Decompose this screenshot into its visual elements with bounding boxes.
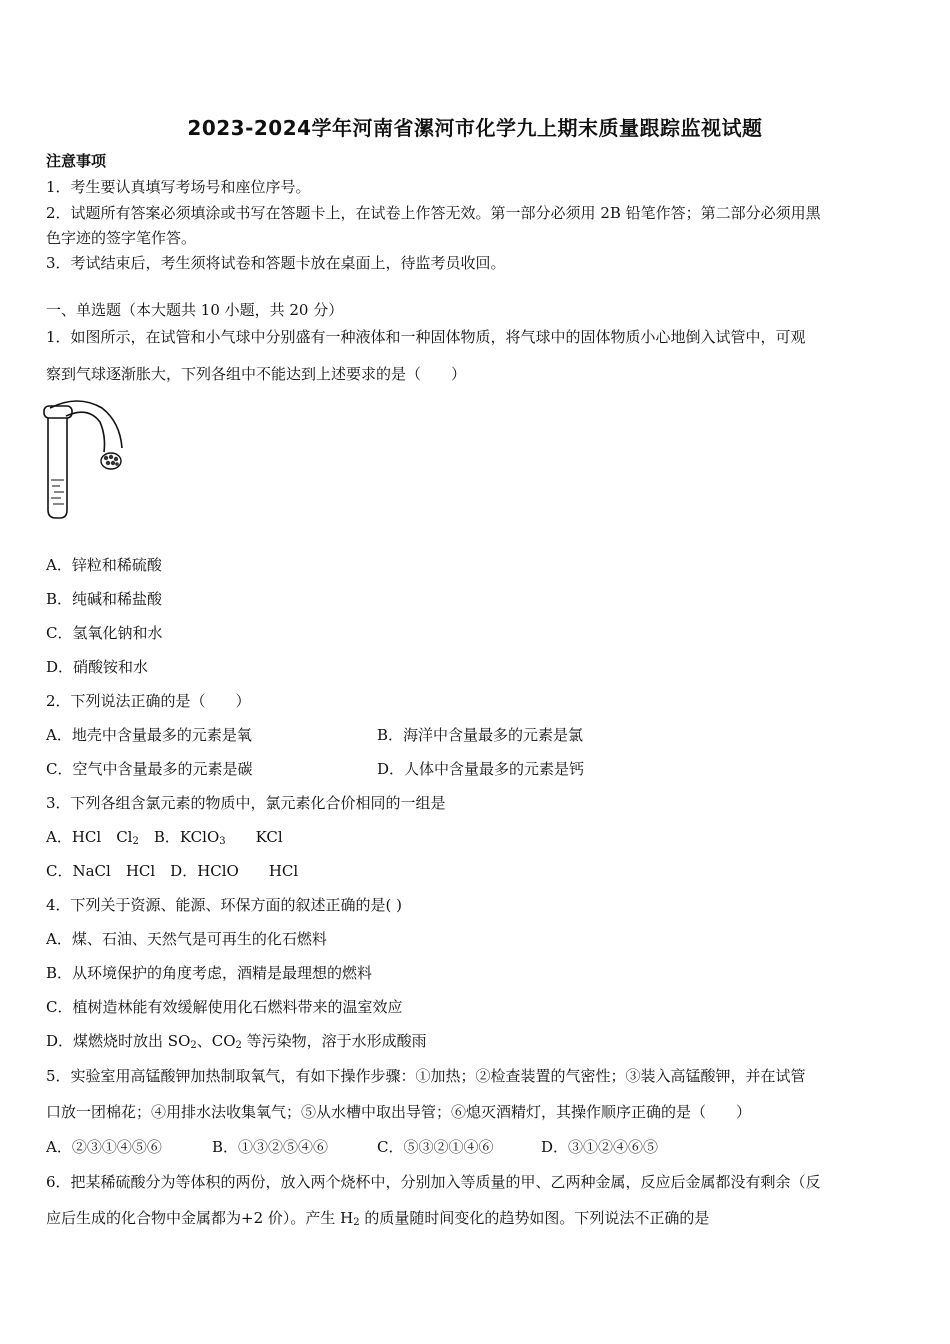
question-5-option-d: D．③①②④⑥⑤ bbox=[541, 1138, 659, 1156]
option-text: 等污染物，溶于水形成酸雨 bbox=[241, 1032, 427, 1050]
stem-text: 的质量随时间变化的趋势如图。下列说法不正确的是 bbox=[359, 1209, 710, 1227]
notice-item: 2．试题所有答案必须填涂或书写在答题卡上，在试卷上作答无效。第一部分必须用 2B 铅笔作答；第二部分必须用黑 bbox=[46, 204, 821, 222]
formula-text: B．KClO bbox=[138, 828, 220, 846]
question-2-option-a: A．地壳中含量最多的元素是氧 bbox=[46, 726, 252, 744]
option-text: 、CO bbox=[196, 1032, 236, 1050]
question-3-stem: 3．下列各组含氯元素的物质中，氯元素化合价相同的一组是 bbox=[46, 794, 446, 812]
page-title: 2023-2024学年河南省漯河市化学九上期末质量跟踪监视试题 bbox=[187, 116, 763, 140]
subscript: 3 bbox=[219, 836, 226, 847]
question-2-option-d: D．人体中含量最多的元素是钙 bbox=[377, 760, 585, 778]
question-6-stem bbox=[46, 1208, 709, 1228]
question-2-option-c: C．空气中含量最多的元素是碳 bbox=[46, 760, 253, 778]
question-6-stem: 6．把某稀硫酸分为等体积的两份，放入两个烧杯中，分别加入等质量的甲、乙两种金属，反应后金属都没有剩余（反 bbox=[46, 1173, 821, 1191]
question-4-option-a: A．煤、石油、天然气是可再生的化石燃料 bbox=[46, 930, 327, 948]
question-5-stem: 口放一团棉花；④用排水法收集氧气；⑤从水槽中取出导管；⑥熄灭酒精灯，其操作顺序正确的是（ ） bbox=[46, 1103, 752, 1121]
question-1-option-c: C．氢氧化钠和水 bbox=[46, 624, 163, 642]
question-4-option-c: C．植树造林能有效缓解使用化石燃料带来的温室效应 bbox=[46, 998, 403, 1016]
question-1-option-b: B．纯碱和稀盐酸 bbox=[46, 590, 163, 608]
formula-text: KCl bbox=[225, 828, 283, 846]
question-5-option-b: B．①③②⑤④⑥ bbox=[212, 1138, 329, 1156]
subscript: 2 bbox=[353, 1217, 360, 1228]
stem-text: 应后生成的化合物中金属都为+2 价）。产生 H bbox=[46, 1209, 354, 1227]
notice-heading: 注意事项 bbox=[46, 152, 107, 170]
question-5-option-c: C．⑤③②①④⑥ bbox=[377, 1138, 494, 1156]
question-1-option-a: A．锌粒和稀硫酸 bbox=[46, 556, 162, 574]
option-text: D．煤燃烧时放出 SO bbox=[46, 1032, 191, 1050]
question-4-option-b: B．从环境保护的角度考虑，酒精是最理想的燃料 bbox=[46, 964, 373, 982]
formula-text: A．HCl Cl bbox=[46, 828, 133, 846]
question-4-option-d bbox=[46, 1031, 427, 1051]
question-2-option-b: B．海洋中含量最多的元素是氯 bbox=[377, 726, 584, 744]
question-5-option-a: A．②③①④⑤⑥ bbox=[46, 1138, 162, 1156]
notice-item: 1．考生要认真填写考场号和座位序号。 bbox=[46, 178, 311, 196]
subscript: 2 bbox=[190, 1040, 197, 1051]
question-1-stem: 1．如图所示，在试管和小气球中分别盛有一种液体和一种固体物质，将气球中的固体物质小心地倒入试管中，可观 bbox=[46, 328, 806, 346]
question-3-options-ab bbox=[46, 827, 283, 847]
notice-item: 色字迹的签字笔作答。 bbox=[46, 229, 197, 247]
question-4-stem: 4．下列关于资源、能源、环保方面的叙述正确的是( ) bbox=[46, 896, 403, 914]
question-1-option-d: D．硝酸铵和水 bbox=[46, 658, 149, 676]
test-tube-balloon-figure bbox=[40, 400, 130, 520]
notice-item: 3．考试结束后，考生须将试卷和答题卡放在桌面上，待监考员收回。 bbox=[46, 254, 506, 272]
subscript: 2 bbox=[132, 836, 139, 847]
question-2-stem: 2．下列说法正确的是（ ） bbox=[46, 692, 251, 710]
question-3-options-cd: C．NaCl HCl D．HClO HCl bbox=[46, 862, 299, 880]
question-1-stem: 察到气球逐渐胀大，下列各组中不能达到上述要求的是（ ） bbox=[46, 365, 467, 383]
question-5-stem: 5．实验室用高锰酸钾加热制取氧气，有如下操作步骤：①加热；②检查装置的气密性；③装入高锰酸钾，并在试管 bbox=[46, 1067, 806, 1085]
subscript: 2 bbox=[235, 1040, 242, 1051]
section-heading: 一、单选题（本大题共 10 小题，共 20 分） bbox=[46, 301, 344, 319]
